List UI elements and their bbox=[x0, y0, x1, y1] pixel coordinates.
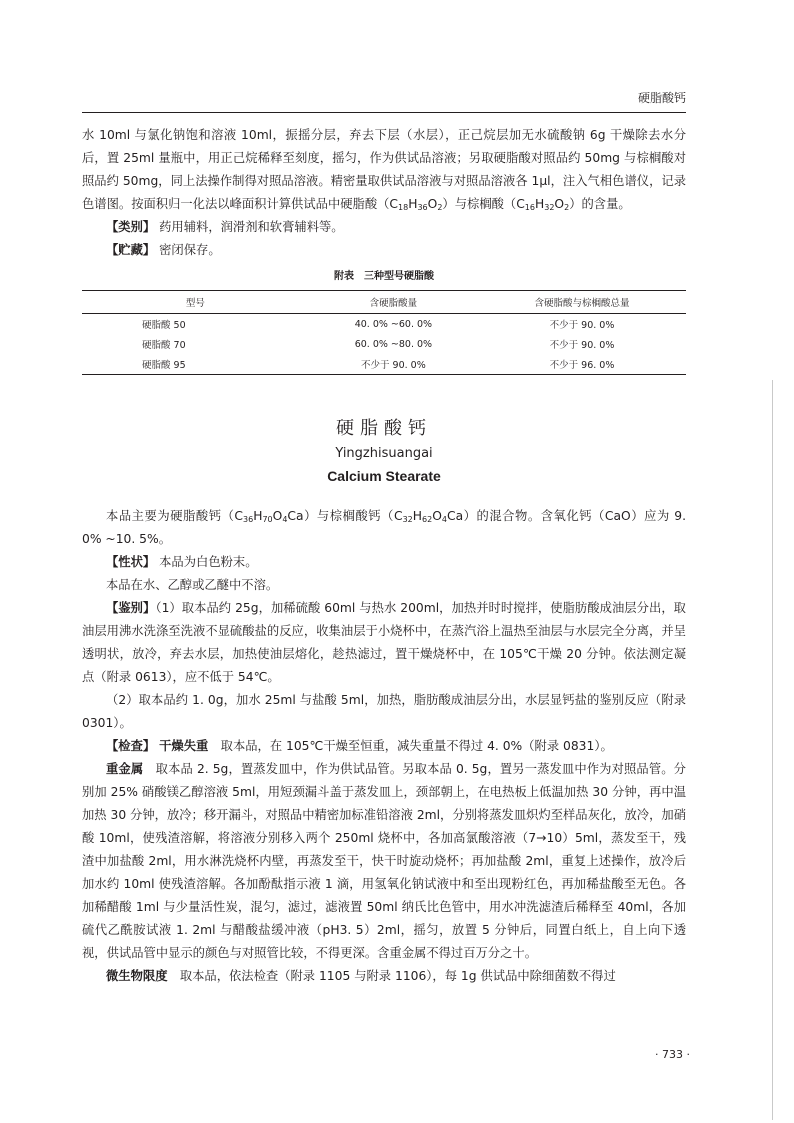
table-cell: 硬脂酸 50 bbox=[142, 320, 186, 331]
heavy-metals-text: 取本品 2. 5g，置蒸发皿中，作为供试品管。另取本品 0. 5g，置另一蒸发皿中作为对照品管。分别加 25% 硝酸镁乙醇溶液 5ml，用短颈漏斗盖于蒸发皿上，颈部朝上，在电热板上低温加热 30 分钟，再中温加热 30 分钟，放冷；移开漏斗，对照品中精密加标准铅溶液 2ml，分别将蒸发皿炽灼至样品灰化，放冷，加硝酸 10ml，使残渣溶解，将溶液分别移入两个 250ml 烧杯中，各加高氯酸溶液（7→10）5ml，蒸发至干，残渣中加盐酸 2ml，用水淋洗烧杯内壁，再蒸发至干，快干时旋动烧杯；再加盐酸 2ml，重复上述操作，放冷后加水约 10ml 使残渣溶解。各加酚酞指示液 1 滴，用氢氧化钠试液中和至出现粉红色，再加稀盐酸至无色。各加稀醋酸 1ml 与少量活性炭，混匀，滤过，滤液置 50ml 纳氏比色管中，用水冲洗滤渣后稀释至 40ml，各加硫代乙酰胺试液 1. 2ml 与醋酸盐缓冲液（pH3. 5）2ml，摇匀，放置 5 分钟后，同置白纸上，自上向下透视，供试品管中显示的颜色与对照管比较，不得更深。含重金属不得过百万分之十。 bbox=[82, 762, 686, 960]
monograph-title-cn: 硬脂酸钙 bbox=[336, 418, 432, 439]
table-cell: 硬脂酸 95 bbox=[142, 360, 186, 371]
heavy-metals-label: 重金属 bbox=[106, 762, 144, 776]
identification-section bbox=[82, 597, 686, 689]
microbial-limit-label: 微生物限度 bbox=[106, 969, 168, 983]
table-row bbox=[82, 314, 686, 335]
storage-text: 密闭保存。 bbox=[159, 243, 221, 257]
storage-section bbox=[82, 239, 686, 262]
microbial-limit-section bbox=[82, 965, 686, 988]
column-header: 含硬脂酸量 bbox=[369, 298, 418, 309]
monograph-title-english: Calcium Stearate bbox=[327, 468, 441, 484]
table-cell: 40. 0% ~60. 0% bbox=[354, 318, 433, 330]
table-title: 附表 三种型号硬脂酸 bbox=[334, 271, 434, 282]
table-row bbox=[82, 354, 686, 375]
category-section bbox=[82, 216, 686, 239]
heavy-metals-section bbox=[82, 758, 686, 965]
storage-label: 【贮藏】 bbox=[106, 243, 156, 257]
identification-test-2: （2）取本品约 1. 0g，加水 25ml 与盐酸 5ml，加热，脂肪酸成油层分出，水层显钙盐的鉴别反应（附录 0301）。 bbox=[82, 693, 686, 730]
table-header-row bbox=[82, 291, 686, 314]
tests-section bbox=[82, 735, 686, 758]
microbial-limit-text: 取本品，依法检查（附录 1105 与附录 1106），每 1g 供试品中除细菌数不得过 bbox=[179, 969, 616, 983]
previous-monograph-paragraph: 水 10ml 与氯化钠饱和溶液 10ml，振摇分层，弃去下层（水层），正己烷层加无水硫酸钠 6g 干燥除去水分后，置 25ml 量瓶中，用正己烷稀释至刻度，摇匀，作为供试品溶液；另取硬脂酸对照品约 50mg 与棕榈酸对照品约 50mg，同上法操作制得对照品溶液。精密量取供试品溶液与对照品溶液各 1μl，注入气相色谱仪，记录色谱图。按面积归一化法以峰面积计算供试品中硬脂酸$(C_{18}H_{36}O_2)$与棕榈酸$(C_{16}H_{32}O_2)$的含量。 bbox=[82, 128, 686, 212]
identification-test-1: （1）取本品约 25g，加稀硫酸 60ml 与热水 200ml，加热并时时搅拌，使脂肪酸成油层分出，取油层用沸水洗涤至洗液不显硫酸盐的反应，收集油层于小烧杯中，在蒸汽浴上温热至油层与水层完全分离，并呈透明状，放冷，弃去水层，加热使油层熔化，趁热滤过，置干燥烧杯中，在 105℃干燥 20 分钟。依法测定凝点（附录 0613），应不低于 54℃。 bbox=[82, 601, 686, 684]
stearic-acid-grades-table bbox=[82, 290, 686, 375]
intro-paragraph: 本品主要为硬脂酸钙$(C_{36}H_{70}O_4Ca)$与棕榈酸钙$(C_{32}H_{62}O_4Ca)$的混合物。含氧化钙（CaO）应为 9. 0% ~10. 5%。 bbox=[82, 509, 686, 546]
category-text: 药用辅料，润滑剂和软膏辅料等。 bbox=[159, 220, 344, 234]
characteristics-text: 本品为白色粉末。 bbox=[159, 555, 258, 569]
table-row bbox=[82, 334, 686, 354]
table-cell: 硬脂酸 70 bbox=[142, 340, 186, 351]
table-cell: 不少于 90. 0% bbox=[549, 340, 615, 351]
characteristics-section bbox=[82, 551, 686, 574]
loss-on-drying-text: 取本品，在 105℃干燥至恒重，减失重量不得过 4. 0%（附录 0831）。 bbox=[220, 739, 613, 753]
monograph-title-pinyin: Yingzhisuangai bbox=[335, 446, 433, 461]
identification-label: 【鉴别】 bbox=[106, 601, 156, 615]
table-cell: 不少于 96. 0% bbox=[549, 360, 615, 371]
tests-label: 【检查】 bbox=[106, 739, 156, 753]
loss-on-drying-label: 干燥失重 bbox=[159, 739, 209, 753]
page-number: · 733 · bbox=[655, 1048, 690, 1061]
table-cell: 不少于 90. 0% bbox=[361, 360, 426, 371]
category-label: 【类别】 bbox=[106, 220, 156, 234]
table-cell: 不少于 90. 0% bbox=[549, 320, 615, 331]
table-cell: 60. 0% ~80. 0% bbox=[354, 338, 433, 350]
running-title: 硬脂酸钙 bbox=[637, 91, 686, 105]
column-header: 型号 bbox=[185, 298, 205, 309]
binding-edge-line bbox=[772, 380, 773, 1120]
running-header bbox=[82, 88, 686, 113]
page-content bbox=[82, 124, 686, 988]
column-header: 含硬脂酸与棕榈酸总量 bbox=[534, 298, 630, 309]
solubility-text: 本品在水、乙醇或乙醚中不溶。 bbox=[106, 578, 279, 592]
characteristics-label: 【性状】 bbox=[106, 555, 156, 569]
